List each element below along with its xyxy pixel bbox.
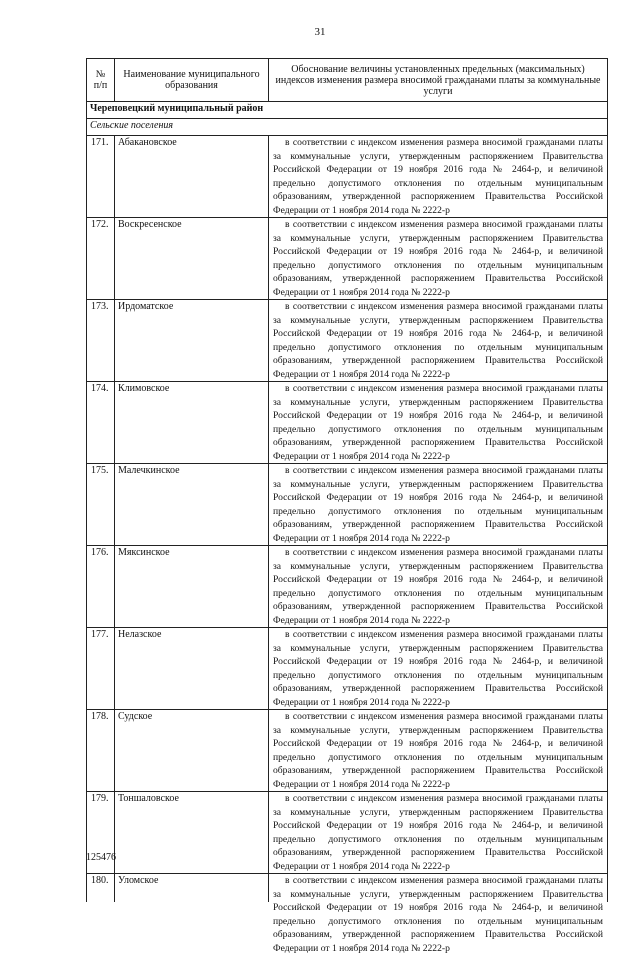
- district-name: Череповецкий муниципальный район: [87, 102, 608, 119]
- basis-cell: [269, 464, 608, 546]
- row-number: 179.: [87, 792, 115, 874]
- basis-cell: [269, 628, 608, 710]
- municipality-name: Нелазское: [115, 628, 269, 710]
- municipality-name: Ирдоматское: [115, 300, 269, 382]
- basis-text: в соответствии с индексом изменения размера вносимой гражданами платы за коммунальные услуги, утвержденным распоряжением Правительства Российской Федерации от 19 ноября 2016 года № 2464-р, и величиной предельно допустимого отклонения по отдельным муниципальным образованиям, утвержденной распоряжением Правительства Российской Федерации от 1 ноября 2014 года № 2222-р: [273, 465, 603, 544]
- municipality-name: Уломское: [115, 874, 269, 903]
- tariff-index-table: [86, 58, 608, 954]
- basis-text: в соответствии с индексом изменения размера вносимой гражданами платы за коммунальные услуги, утвержденным распоряжением Правительства Российской Федерации от 19 ноября 2016 года № 2464-р, и величиной предельно допустимого отклонения по отдельным муниципальным образованиям, утвержденной распоряжением Правительства Российской Федерации от 1 ноября 2014 года № 2222-р: [273, 793, 603, 872]
- row-number: 172.: [87, 218, 115, 300]
- municipality-name: Судское: [115, 710, 269, 792]
- row-number: 178.: [87, 710, 115, 792]
- basis-cell: [269, 792, 608, 874]
- municipality-name: Климовское: [115, 382, 269, 464]
- settlement-type-row: [87, 119, 608, 136]
- table-row: [87, 382, 608, 464]
- settlement-type: Сельские поселения: [87, 119, 608, 136]
- header-name: Наименование муниципального образования: [115, 59, 269, 102]
- row-number: 180.: [87, 874, 115, 903]
- municipality-name: Малечкинское: [115, 464, 269, 546]
- header-basis: Обоснование величины установленных предельных (максимальных) индексов изменения размера вносимой гражданами платы за коммунальные услуги: [269, 59, 608, 102]
- table-row: [87, 300, 608, 382]
- table-row: [87, 792, 608, 874]
- row-number: 175.: [87, 464, 115, 546]
- basis-text: в соответствии с индексом изменения размера вносимой гражданами платы за коммунальные услуги, утвержденным распоряжением Правительства Российской Федерации от 19 ноября 2016 года № 2464-р, и величиной предельно допустимого отклонения по отдельным муниципальным образованиям, утвержденной распоряжением Правительства Российской Федерации от 1 ноября 2014 года № 2222-р: [273, 629, 603, 708]
- table-row: [87, 136, 608, 218]
- basis-cell: [269, 546, 608, 628]
- district-row: [87, 102, 608, 119]
- row-number: 171.: [87, 136, 115, 218]
- row-number: 177.: [87, 628, 115, 710]
- header-num: № п/п: [87, 59, 115, 102]
- municipality-name: Абакановское: [115, 136, 269, 218]
- basis-text: в соответствии с индексом изменения размера вносимой гражданами платы за коммунальные услуги, утвержденным распоряжением Правительства Российской Федерации от 19 ноября 2016 года № 2464-р, и величиной предельно допустимого отклонения по отдельным муниципальным образованиям, утвержденной распоряжением Правительства Российской Федерации от 1 ноября 2014 года № 2222-р: [273, 219, 603, 298]
- table-header-row: [87, 59, 608, 102]
- municipality-name: Тоншаловское: [115, 792, 269, 874]
- basis-cell: [269, 710, 608, 792]
- basis-text: в соответствии с индексом изменения размера вносимой гражданами платы за коммунальные услуги, утвержденным распоряжением Правительства Российской Федерации от 19 ноября 2016 года № 2464-р, и величиной предельно допустимого отклонения по отдельным муниципальным образованиям, утвержденной распоряжением Правительства Российской Федерации от 1 ноября 2014 года № 2222-р: [273, 547, 603, 626]
- table-row: [87, 546, 608, 628]
- table-row: [87, 464, 608, 546]
- table-row: [87, 218, 608, 300]
- basis-text: в соответствии с индексом изменения размера вносимой гражданами платы за коммунальные услуги, утвержденным распоряжением Правительства Российской Федерации от 19 ноября 2016 года № 2464-р, и величиной предельно допустимого отклонения по отдельным муниципальным образованиям, утвержденной распоряжением Правительства Российской Федерации от 1 ноября 2014 года № 2222-р: [273, 383, 603, 462]
- basis-text: в соответствии с индексом изменения размера вносимой гражданами платы за коммунальные услуги, утвержденным распоряжением Правительства Российской Федерации от 19 ноября 2016 года № 2464-р, и величиной предельно допустимого отклонения по отдельным муниципальным образованиям, утвержденной распоряжением Правительства Российской Федерации от 1 ноября 2014 года № 2222-р: [273, 137, 603, 216]
- basis-text: в соответствии с индексом изменения размера вносимой гражданами платы за коммунальные услуги, утвержденным распоряжением Правительства Российской Федерации от 19 ноября 2016 года № 2464-р, и величиной предельно допустимого отклонения по отдельным муниципальным образованиям, утвержденной распоряжением Правительства Российской Федерации от 1 ноября 2014 года № 2222-р: [273, 875, 603, 954]
- document-code: 125476: [86, 852, 116, 863]
- basis-cell: [269, 300, 608, 382]
- table-row: [87, 628, 608, 710]
- basis-cell: [269, 874, 608, 954]
- page-number: 31: [314, 26, 326, 38]
- row-number: 174.: [87, 382, 115, 464]
- basis-text: в соответствии с индексом изменения размера вносимой гражданами платы за коммунальные услуги, утвержденным распоряжением Правительства Российской Федерации от 19 ноября 2016 года № 2464-р, и величиной предельно допустимого отклонения по отдельным муниципальным образованиям, утвержденной распоряжением Правительства Российской Федерации от 1 ноября 2014 года № 2222-р: [273, 301, 603, 380]
- row-number: 173.: [87, 300, 115, 382]
- table-row: [87, 874, 608, 903]
- municipality-name: Мяксинское: [115, 546, 269, 628]
- basis-cell: [269, 382, 608, 464]
- basis-text: в соответствии с индексом изменения размера вносимой гражданами платы за коммунальные услуги, утвержденным распоряжением Правительства Российской Федерации от 19 ноября 2016 года № 2464-р, и величиной предельно допустимого отклонения по отдельным муниципальным образованиям, утвержденной распоряжением Правительства Российской Федерации от 1 ноября 2014 года № 2222-р: [273, 711, 603, 790]
- table-row: [87, 710, 608, 792]
- basis-cell: [269, 218, 608, 300]
- row-number: 176.: [87, 546, 115, 628]
- municipality-name: Воскресенское: [115, 218, 269, 300]
- basis-cell: [269, 136, 608, 218]
